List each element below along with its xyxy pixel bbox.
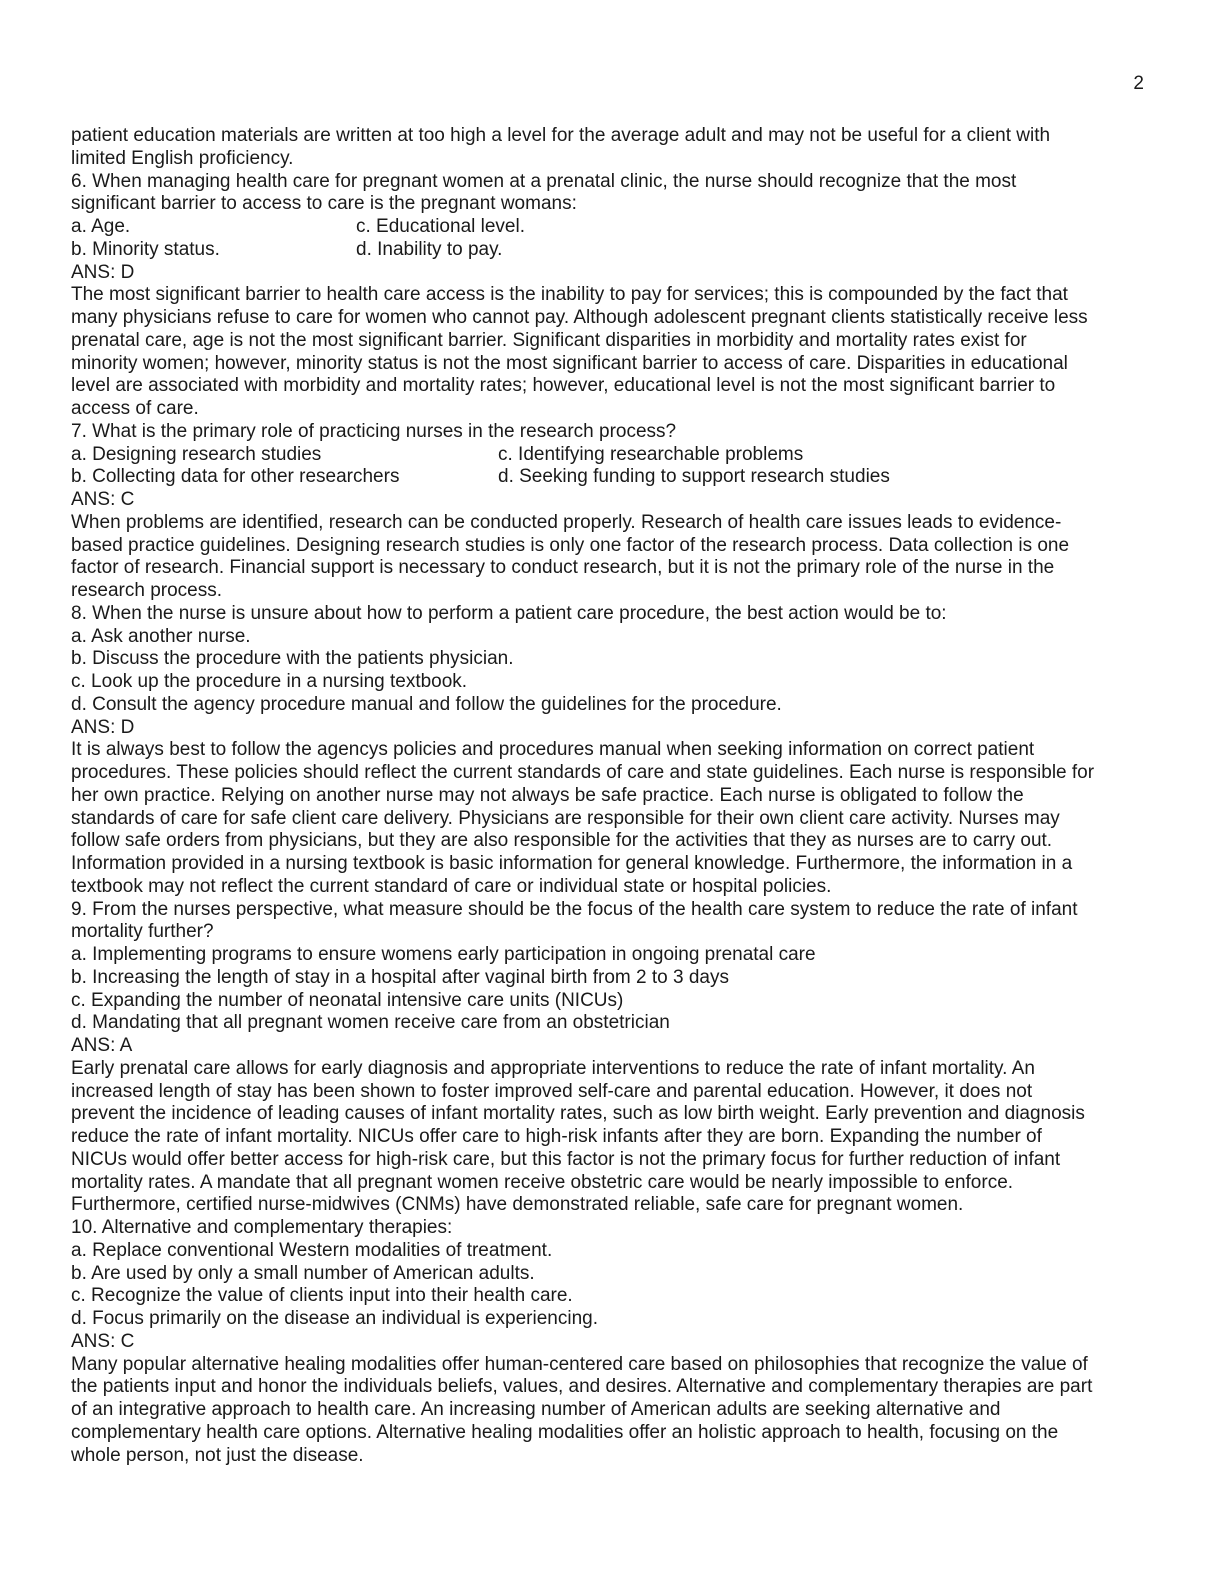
- q8-stem: 8. When the nurse is unsure about how to perform a patient care procedure, the best action would be to:: [71, 602, 947, 624]
- q8-rationale: Information provided in a nursing textbook is basic information for general knowledge. Furthermore, the information in a: [71, 853, 1073, 874]
- q6-stem: 6. When managing health care for pregnant women at a prenatal clinic, the nurse should recognize that the most: [71, 170, 1017, 192]
- q10-option: c. Recognize the value of clients input into their health care.: [71, 1285, 573, 1307]
- q7-options-row: [71, 444, 1151, 467]
- q8-rationale: standards of care for safe client care delivery. Physicians are responsible for their own client care activity. Nurses may: [71, 807, 1060, 829]
- q10-option: d. Focus primarily on the disease an individual is experiencing.: [71, 1308, 598, 1329]
- q9-rationale: increased length of stay has been shown to foster improved self-care and parental education. However, it does not: [71, 1080, 1033, 1102]
- q8-answer: ANS: D: [71, 716, 135, 738]
- q9-rationale: reduce the rate of infant mortality. NICUs offer care to high-risk infants after they are born. Expanding the number of: [71, 1126, 1042, 1147]
- q7-rationale: based practice guidelines. Designing research studies is only one factor of the research process. Data collection is one: [71, 534, 1070, 556]
- q8-option: d. Consult the agency procedure manual and follow the guidelines for the procedure.: [71, 693, 782, 715]
- q6-options-row: [71, 239, 1151, 262]
- q8-option: c. Look up the procedure in a nursing textbook.: [71, 671, 468, 692]
- q8-rationale: procedures. These policies should reflect the current standards of care and state guidelines. Each nurse is responsible for: [71, 762, 1095, 783]
- q7-answer: ANS: C: [71, 489, 135, 510]
- q7-option-b: b. Collecting data for other researchers: [71, 466, 400, 488]
- q10-answer: ANS: C: [71, 1330, 135, 1352]
- q6-rationale: level are associated with morbidity and mortality rates; however, educational level is not the most significant barrier to: [71, 375, 1056, 397]
- q10-rationale: of an integrative approach to health care. An increasing number of American adults are seeking alternative and: [71, 1399, 1001, 1420]
- q8-option: a. Ask another nurse.: [71, 625, 251, 647]
- continuation-line: patient education materials are written at too high a level for the average adult and may not be useful for a client with: [71, 125, 1051, 146]
- q6-option-d: d. Inability to pay.: [356, 238, 503, 260]
- q6-rationale: access of care.: [71, 398, 199, 419]
- q6-rationale: prenatal care, age is not the most significant barrier. Significant disparities in morbidity and mortality rates exist for: [71, 329, 1027, 351]
- q9-rationale: Furthermore, certified nurse-midwives (CNMs) have demonstrated reliable, safe care for pregnant women.: [71, 1194, 964, 1216]
- q9-rationale: prevent the incidence of leading causes of infant mortality rates, such as low birth weight. Early prevention and diagnosis: [71, 1103, 1085, 1125]
- q9-option: c. Expanding the number of neonatal intensive care units (NICUs): [71, 989, 624, 1011]
- q6-rationale: many physicians refuse to care for women who cannot pay. Although adolescent pregnant clients statistically receive less: [71, 307, 1088, 328]
- q9-option: a. Implementing programs to ensure womens early participation in ongoing prenatal care: [71, 944, 816, 965]
- q9-stem: mortality further?: [71, 921, 214, 943]
- q7-rationale: When problems are identified, research can be conducted properly. Research of health care issues leads to evidence-: [71, 511, 1062, 533]
- q8-option: b. Discuss the procedure with the patients physician.: [71, 648, 514, 670]
- q8-rationale: follow safe orders from physicians, but they are also responsible for the activities that they as nurses are to carry out.: [71, 830, 1053, 852]
- page-content: [71, 125, 1151, 1467]
- q10-option: b. Are used by only a small number of American adults.: [71, 1262, 535, 1284]
- q7-stem: 7. What is the primary role of practicing nurses in the research process?: [71, 420, 677, 442]
- q6-option-a: a. Age.: [71, 216, 131, 237]
- q7-rationale: research process.: [71, 580, 223, 601]
- q9-rationale: mortality rates. A mandate that all pregnant women receive obstetric care would be nearly impossible to enforce.: [71, 1171, 1014, 1193]
- q9-option: d. Mandating that all pregnant women receive care from an obstetrician: [71, 1012, 670, 1034]
- q9-rationale: Early prenatal care allows for early diagnosis and appropriate interventions to reduce the rate of infant mortality. An: [71, 1057, 1035, 1079]
- q10-option: a. Replace conventional Western modalities of treatment.: [71, 1239, 553, 1261]
- q8-rationale: her own practice. Relying on another nurse may not always be safe practice. Each nurse is obligated to follow the: [71, 784, 1024, 806]
- q6-stem: significant barrier to access to care is the pregnant womans:: [71, 193, 577, 215]
- q10-rationale: the patients input and honor the individuals beliefs, values, and desires. Alternative and complementary therapies are part: [71, 1376, 1093, 1398]
- q7-rationale: factor of research. Financial support is necessary to conduct research, but it is not the primary role of the nurse in the: [71, 557, 1055, 579]
- q6-options-row: [71, 216, 1151, 239]
- q10-rationale: Many popular alternative healing modalities offer human-centered care based on philosophies that recognize the value of: [71, 1353, 1088, 1375]
- q6-answer: ANS: D: [71, 261, 135, 283]
- q7-option-d: d. Seeking funding to support research studies: [498, 466, 890, 488]
- q6-rationale: minority women; however, minority status is not the most significant barrier to access of care. Disparities in educational: [71, 352, 1068, 374]
- q6-option-c: c. Educational level.: [356, 216, 525, 237]
- q9-rationale: NICUs would offer better access for high-risk care, but this factor is not the primary focus for further reduction of infant: [71, 1148, 1061, 1170]
- q8-rationale: It is always best to follow the agencys policies and procedures manual when seeking information on correct patient: [71, 739, 1035, 761]
- q6-option-b: b. Minority status.: [71, 238, 220, 260]
- q9-stem: 9. From the nurses perspective, what measure should be the focus of the health care system to reduce the rate of infant: [71, 898, 1078, 920]
- q7-options-row: [71, 466, 1151, 489]
- q7-option-c: c. Identifying researchable problems: [498, 443, 804, 465]
- q9-option: b. Increasing the length of stay in a hospital after vaginal birth from 2 to 3 days: [71, 966, 729, 988]
- q10-stem: 10. Alternative and complementary therapies:: [71, 1217, 453, 1238]
- q10-rationale: whole person, not just the disease.: [71, 1444, 364, 1466]
- q8-rationale: textbook may not reflect the current standard of care or individual state or hospital policies.: [71, 875, 832, 897]
- q6-rationale: The most significant barrier to health care access is the inability to pay for services; this is compounded by the fact that: [71, 284, 1068, 306]
- q7-option-a: a. Designing research studies: [71, 443, 322, 465]
- q10-rationale: complementary health care options. Alternative healing modalities offer an holistic approach to health, focusing on the: [71, 1421, 1059, 1443]
- continuation-line: limited English proficiency.: [71, 147, 294, 169]
- page-number: 2: [1133, 73, 1144, 94]
- q9-answer: ANS: A: [71, 1035, 133, 1056]
